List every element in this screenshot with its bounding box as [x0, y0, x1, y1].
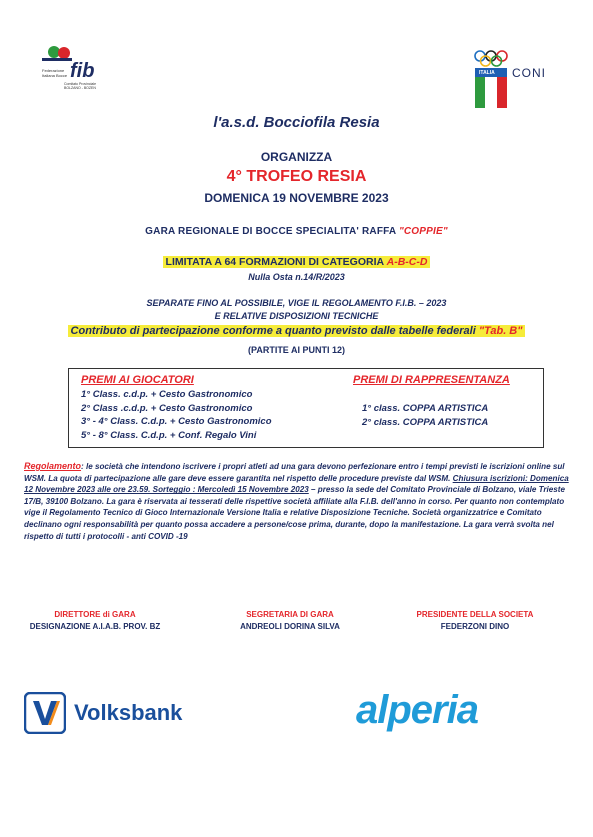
- contributo-highlight: [68, 325, 526, 337]
- prizes-box: [68, 368, 544, 448]
- rules-line-2: E RELATIVE DISPOSIZIONI TECNICHE: [214, 311, 379, 321]
- partite-note: (PARTITE AI PUNTI 12): [247, 345, 345, 355]
- volksbank-logo: [24, 692, 224, 734]
- contributo-line: [0, 325, 593, 337]
- regolamento-rest: – presso la sede del Comitato Provinciale di Bolzano, viale Trieste 17/B, 39100 Bolzano. La gara è riservata ai tesserati delle rispettive società affiliate alla F.I.B. dell'anno in corso. Per quanto non contemplato vige il Regolamento Tecnico di Gioco Internazionale Versione Italia e relative Disposizione Tecniche. Società organizzatrice e Comitato declinano ogni responsabilità per quanto possa accadere a persone/cose prima, durante, dopo la manifestazione. La gara verrà svolta nel rispetto di tutti i protocolli - anti COVID -19: [24, 485, 566, 541]
- gara-coppie: "COPPIE": [398, 226, 448, 237]
- signature-name: DESIGNAZIONE A.I.A.B. PROV. BZ: [29, 622, 161, 631]
- alperia-logo: [356, 688, 526, 736]
- limitata-highlight: [163, 256, 431, 268]
- organization-name: l'a.s.d. Bocciofila Resia: [213, 114, 380, 131]
- regolamento-paragraph: [24, 461, 572, 542]
- trophy-title: 4° TROFEO RESIA: [226, 168, 367, 185]
- limitata-text: LIMITATA A 64 FORMAZIONI DI CATEGORIA: [165, 256, 384, 268]
- event-date: DOMENICA 19 NOVEMBRE 2023: [204, 191, 389, 205]
- list-item: 5° - 8° Class. C.d.p. + Conf. Regalo Vini: [81, 429, 257, 441]
- list-item: 1° class. COPPA ARTISTICA: [362, 403, 489, 414]
- representation-prizes-list: [362, 402, 488, 429]
- coni-italia-text: ITALIA: [479, 70, 495, 76]
- representation-prizes-title: PREMI DI RAPPRESENTANZA: [353, 374, 510, 386]
- signature-block-director: [10, 610, 180, 631]
- signature-title: PRESIDENTE DELLA SOCIETA: [416, 610, 534, 619]
- signature-title: SEGRETARIA DI GARA: [246, 610, 334, 619]
- gara-text: GARA REGIONALE DI BOCCE SPECIALITA' RAFFA: [145, 226, 396, 237]
- gara-line: [0, 226, 593, 237]
- coni-logo-text: CONI: [512, 66, 546, 80]
- rules-line-1: SEPARATE FINO AL POSSIBILE, VIGE IL REGOLAMENTO F.I.B. – 2023: [146, 298, 447, 308]
- list-item: 2° class. COPPA ARTISTICA: [362, 416, 489, 428]
- contributo-text: Contributo di partecipazione conforme a quanto previsto dalle tabelle federali: [70, 325, 476, 337]
- fib-logo-text: fib: [70, 60, 95, 82]
- fib-logo: [40, 44, 120, 94]
- signature-name: ANDREOLI DORINA SILVA: [240, 622, 340, 631]
- alperia-logo-text: alperia: [356, 688, 478, 732]
- regolamento-chiusura: Chiusura iscrizioni: Domenica 12 Novembre 2023 alle ore 23.59. Sorteggio : Mercoledì 15 Novembre 2023: [24, 473, 569, 495]
- list-item: 3° - 4° Class. C.d.p. + Cesto Gastronomico: [81, 416, 272, 427]
- organizza-heading: ORGANIZZA: [260, 150, 333, 164]
- fib-logo-sub4: BOLZANO - BOZEN: [64, 86, 96, 90]
- contributo-tab: "Tab. B": [478, 325, 523, 337]
- signature-block-secretary: [205, 610, 375, 631]
- limitata-line: [0, 256, 593, 268]
- fib-logo-sub1: Federazione: [42, 68, 65, 73]
- coni-logo: [472, 48, 562, 112]
- limitata-categories: A-B-C-D: [386, 256, 428, 268]
- players-prizes-title: PREMI AI GIOCATORI: [81, 374, 194, 386]
- signature-block-president: [390, 610, 560, 631]
- fib-logo-sub3: Comitato Provinciale: [64, 82, 97, 86]
- regolamento-text: : le società che intendono iscrivere i propri atleti ad una gara devono perfezionare entro i tempi previsti le iscrizioni online sul WSM. La quota di partecipazione alle gare deve essere garantita nel rispetto delle procedure previste dal WSM.: [24, 462, 565, 483]
- volksbank-logo-text: Volksbank: [74, 700, 183, 725]
- nulla-osta: Nulla Osta n.14/R/2023: [248, 272, 345, 282]
- list-item: 1° Class. c.d.p. + Cesto Gastronomico: [81, 389, 253, 400]
- players-prizes-list: [81, 388, 272, 442]
- signature-name: FEDERZONI DINO: [440, 622, 510, 631]
- regolamento-label: Regolamento: [24, 461, 82, 471]
- list-item: 2° Class .c.d.p. + Cesto Gastronomico: [81, 402, 253, 414]
- fib-logo-sub2: Italiana Bocce: [42, 73, 68, 78]
- signature-title: DIRETTORE di GARA: [54, 610, 136, 619]
